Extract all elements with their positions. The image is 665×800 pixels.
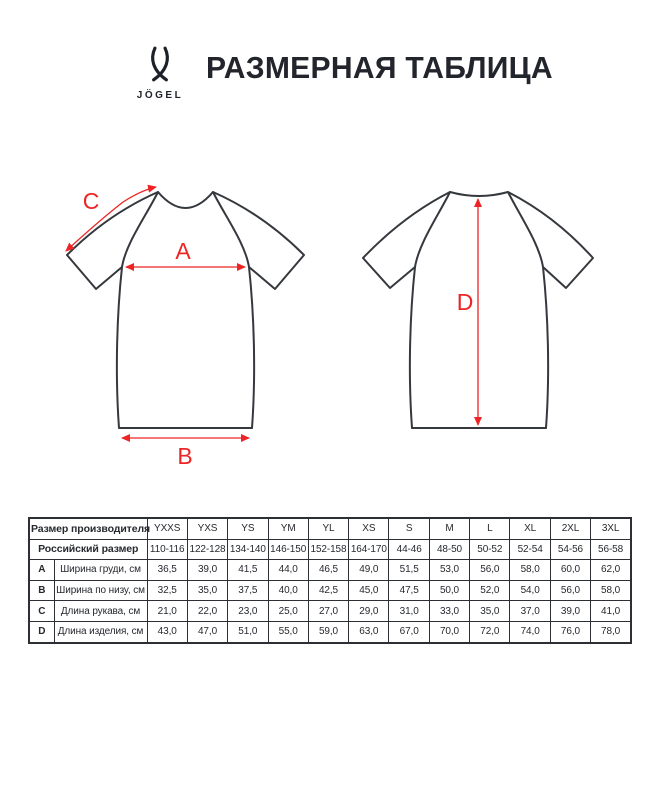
measurement-label: Ширина по низу, см <box>54 580 147 601</box>
jogel-mark-icon <box>141 40 179 88</box>
measurement-value-cell: 35,0 <box>470 601 510 622</box>
measurement-value-cell: 70,0 <box>429 621 469 642</box>
page-title: РАЗМЕРНАЯ ТАБЛИЦА <box>206 50 553 85</box>
size-header-cell: YS <box>228 518 268 539</box>
measurement-row <box>29 560 631 581</box>
measurement-value-cell: 36,5 <box>147 560 187 581</box>
size-header-cell: YM <box>268 518 308 539</box>
measurement-value-cell: 53,0 <box>429 560 469 581</box>
measurement-value-cell: 49,0 <box>349 560 389 581</box>
russian-size-cell: 164-170 <box>349 539 389 560</box>
measurement-value-cell: 31,0 <box>389 601 429 622</box>
measurement-value-cell: 40,0 <box>268 580 308 601</box>
russian-size-cell: 134-140 <box>228 539 268 560</box>
measurement-value-cell: 29,0 <box>349 601 389 622</box>
measurement-value-cell: 41,5 <box>228 560 268 581</box>
brand-logo-text: JÖGEL <box>136 90 184 101</box>
russian-size-cell: 56-58 <box>591 539 631 560</box>
measurement-value-cell: 46,5 <box>308 560 348 581</box>
measurement-value-cell: 39,0 <box>187 560 227 581</box>
manufacturer-size-label: Размер производителя <box>29 518 147 539</box>
russian-size-cell: 146-150 <box>268 539 308 560</box>
measurement-value-cell: 72,0 <box>470 621 510 642</box>
measurement-value-cell: 56,0 <box>550 580 590 601</box>
measurement-value-cell: 52,0 <box>470 580 510 601</box>
label-d: D <box>456 289 474 315</box>
measurement-label: Длина рукава, см <box>54 601 147 622</box>
front-shirt-outline <box>67 192 304 428</box>
size-header-cell: L <box>470 518 510 539</box>
measurement-value-cell: 43,0 <box>147 621 187 642</box>
label-b: B <box>177 443 193 469</box>
measurement-value-cell: 58,0 <box>591 580 631 601</box>
measurement-value-cell: 21,0 <box>147 601 187 622</box>
russian-size-cell: 54-56 <box>550 539 590 560</box>
measurement-value-cell: 54,0 <box>510 580 550 601</box>
russian-size-cell: 44-46 <box>389 539 429 560</box>
measurement-value-cell: 41,0 <box>591 601 631 622</box>
measurement-value-cell: 25,0 <box>268 601 308 622</box>
measurement-row <box>29 621 631 642</box>
measurement-label: Длина изделия, см <box>54 621 147 642</box>
size-header-cell: YXS <box>187 518 227 539</box>
measurement-letter: D <box>29 621 54 642</box>
russian-size-label: Российский размер <box>29 539 147 560</box>
shirt-measurement-diagram <box>0 158 665 490</box>
label-a: A <box>175 238 191 264</box>
measurement-value-cell: 37,0 <box>510 601 550 622</box>
measurement-letter: B <box>29 580 54 601</box>
measurement-value-cell: 35,0 <box>187 580 227 601</box>
measurement-value-cell: 55,0 <box>268 621 308 642</box>
measurement-row <box>29 601 631 622</box>
measurement-value-cell: 33,0 <box>429 601 469 622</box>
measurement-value-cell: 51,0 <box>228 621 268 642</box>
measurement-value-cell: 47,0 <box>187 621 227 642</box>
measurement-value-cell: 27,0 <box>308 601 348 622</box>
measurement-value-cell: 22,0 <box>187 601 227 622</box>
label-c: C <box>82 188 100 214</box>
measurement-value-cell: 59,0 <box>308 621 348 642</box>
measurement-value-cell: 42,5 <box>308 580 348 601</box>
russian-size-row <box>29 539 631 560</box>
measurement-value-cell: 23,0 <box>228 601 268 622</box>
measurement-value-cell: 39,0 <box>550 601 590 622</box>
size-header-cell: YXXS <box>147 518 187 539</box>
manufacturer-size-row <box>29 518 631 539</box>
measurement-value-cell: 51,5 <box>389 560 429 581</box>
measurement-value-cell: 63,0 <box>349 621 389 642</box>
measurement-value-cell: 78,0 <box>591 621 631 642</box>
measurement-value-cell: 62,0 <box>591 560 631 581</box>
measurement-label: Ширина груди, см <box>54 560 147 581</box>
size-header-cell: S <box>389 518 429 539</box>
russian-size-cell: 50-52 <box>470 539 510 560</box>
measurement-row <box>29 580 631 601</box>
size-header-cell: XL <box>510 518 550 539</box>
size-header-cell: YL <box>308 518 348 539</box>
size-header-cell: XS <box>349 518 389 539</box>
size-header-cell: 3XL <box>591 518 631 539</box>
size-header-cell: 2XL <box>550 518 590 539</box>
russian-size-cell: 110-116 <box>147 539 187 560</box>
measurement-value-cell: 47,5 <box>389 580 429 601</box>
russian-size-cell: 52-54 <box>510 539 550 560</box>
measurement-value-cell: 32,5 <box>147 580 187 601</box>
measurement-value-cell: 50,0 <box>429 580 469 601</box>
russian-size-cell: 48-50 <box>429 539 469 560</box>
measurement-value-cell: 45,0 <box>349 580 389 601</box>
measurement-value-cell: 60,0 <box>550 560 590 581</box>
measurement-value-cell: 76,0 <box>550 621 590 642</box>
size-header-cell: M <box>429 518 469 539</box>
measurement-value-cell: 67,0 <box>389 621 429 642</box>
size-table <box>28 517 632 644</box>
measurement-letter: A <box>29 560 54 581</box>
measurement-value-cell: 58,0 <box>510 560 550 581</box>
measurement-value-cell: 37,5 <box>228 580 268 601</box>
measurement-value-cell: 44,0 <box>268 560 308 581</box>
russian-size-cell: 152-158 <box>308 539 348 560</box>
brand-logo <box>128 40 192 101</box>
russian-size-cell: 122-128 <box>187 539 227 560</box>
measurement-value-cell: 56,0 <box>470 560 510 581</box>
measurement-letter: C <box>29 601 54 622</box>
measurement-value-cell: 74,0 <box>510 621 550 642</box>
